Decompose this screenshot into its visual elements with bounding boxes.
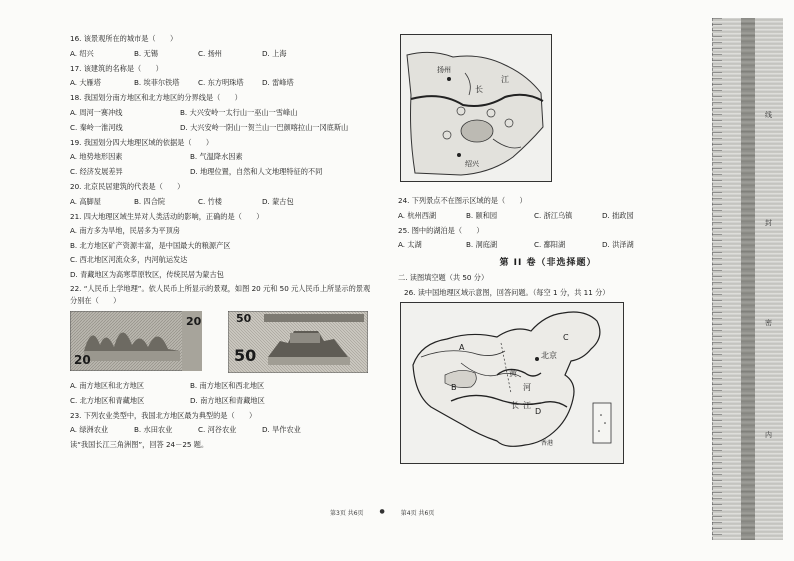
q17-option-c: C. 东方明珠塔	[198, 78, 244, 87]
q22-stem: 22. “人民币上学地理”。依人民币上所显示的景观，如图 20 元和 50 元人民币上所显示的景观	[70, 284, 371, 293]
q22-option-b: B. 南方地区和西北地区	[190, 380, 265, 390]
q21-stem: 21. 四大地理区域生异对人类活动的影响，正确的是（ ）	[70, 211, 264, 221]
q22-options-cd	[70, 396, 370, 406]
q24-option-d: D. 拙政园	[602, 210, 634, 220]
q24-option-c: C. 浙江乌镇	[534, 210, 573, 220]
q25-option-b: B. 洞庭湖	[466, 240, 498, 249]
q21-option-a: A. 南方多为旱地，民居多为平顶房	[70, 226, 180, 235]
map1-label-shaoxing: 绍兴	[465, 160, 479, 168]
footer-page4: 第4页 共6页	[400, 510, 435, 517]
binding-strip	[712, 18, 783, 540]
q25-option-c: C. 鄱阳湖	[534, 240, 566, 249]
binding-char-feng: 封	[765, 219, 772, 227]
china-regions-map	[400, 302, 624, 464]
q20-option-c: C. 竹楼	[198, 196, 222, 206]
q23-stem: 23. 下列农业类型中，我国北方地区最为典型的是（ ）	[70, 410, 257, 420]
q18-option-d: D. 大兴安岭一阴山一贺兰山一巴颜喀拉山一冈底斯山	[180, 122, 349, 132]
q18-option-c: C. 秦岭一淮河线	[70, 122, 123, 132]
binding-char-mi: 密	[765, 319, 772, 327]
q17-options	[70, 78, 370, 88]
q16-option-d: D. 上海	[262, 48, 287, 58]
banknote-images	[70, 311, 370, 373]
q17-option-a: A. 大雁塔	[70, 78, 101, 87]
map1-label-yangzhou: 扬州	[437, 66, 451, 74]
map2-label-jiang: 江	[523, 401, 531, 410]
q20-option-a: A. 高脚屋	[70, 196, 101, 206]
map2-label-beijing: 北京	[541, 351, 557, 360]
q20-options	[70, 197, 370, 207]
map2-label-b: B	[451, 383, 457, 392]
q18-options-ab	[70, 108, 370, 118]
q24-options	[398, 211, 698, 221]
q23-option-a: A. 绿洲农业	[70, 425, 109, 434]
yangtze-delta-map	[400, 34, 552, 182]
footer-page3: 第3页 共6页	[330, 510, 364, 517]
map2-label-hongkong: 香港	[541, 440, 554, 447]
china-regions-map-svg	[401, 303, 623, 463]
banknote-50-value: 50	[234, 345, 257, 365]
banknote-20-value: 20	[74, 352, 91, 367]
q20-option-b: B. 四合院	[134, 196, 166, 206]
q23-option-d: D. 旱作农业	[262, 425, 301, 434]
q16-stem: 16. 该景观所在的城市是（ ）	[70, 34, 178, 43]
map2-label-chang: 长	[511, 401, 519, 410]
left-column	[70, 34, 370, 455]
q22-stem-cont: 分别在（ ）	[70, 296, 121, 305]
q16-option-c: C. 扬州	[198, 48, 222, 58]
q24-option-b: B. 颐和园	[466, 210, 498, 220]
q22-option-a: A. 南方地区和北方地区	[70, 380, 145, 390]
binding-char-xian: 线	[765, 111, 772, 119]
page-footer	[330, 508, 434, 517]
q23-option-b: B. 水田农业	[134, 425, 173, 434]
map2-label-a: A	[459, 343, 465, 352]
q25-stem: 25. 图中的湖泊是（ ）	[398, 225, 484, 235]
q18-option-a: A. 周河一赛冲线	[70, 107, 123, 117]
q25-option-a: A. 太湖	[398, 240, 422, 249]
q19-option-d: D. 地理位置，自然和人文地理特征的不同	[190, 167, 323, 176]
map2-label-he: 河	[523, 383, 531, 392]
q19-stem: 19. 我国划分四大地理区域的依据是（ ）	[70, 137, 214, 147]
map2-label-huang: 黄	[509, 369, 517, 378]
q18-option-b: B. 大兴安岭一太行山一巫山一雪峰山	[180, 107, 298, 117]
q19-option-a: A. 地势地形因素	[70, 152, 123, 161]
footer-dot: ●	[379, 508, 385, 515]
q23-option-c: C. 河谷农业	[198, 425, 237, 434]
q23-options	[70, 425, 370, 435]
q16-option-a: A. 绍兴	[70, 48, 94, 58]
q18-options-cd	[70, 123, 370, 133]
q26-stem: 26. 读中国地理区域示意图，回答问题。（每空 1 分，共 11 分）	[404, 287, 610, 297]
part-title: 二. 读图填空题（共 50 分）	[398, 273, 489, 282]
banknote-20-value-top: 20	[186, 314, 202, 328]
q17-stem: 17. 该建筑的名称是（ ）	[70, 63, 163, 73]
q19-option-b: B. 气温降水因素	[190, 152, 243, 161]
q21-option-d: D. 青藏地区为高寒草原牧区，传统民居为蒙古包	[70, 269, 224, 279]
binding-tick-marks	[712, 18, 722, 540]
banknote-50-image	[228, 311, 368, 373]
q18-stem: 18. 我国划分南方地区和北方地区的分界线是（ ）	[70, 93, 242, 102]
q22-options-ab	[70, 381, 370, 391]
q17-option-b: B. 埃菲尔铁塔	[134, 78, 180, 87]
q22-option-d: D. 南方地区和青藏地区	[190, 395, 265, 405]
banknote-20-image	[70, 311, 202, 371]
q17-option-d: D. 雷峰塔	[262, 78, 294, 87]
binding-texture	[741, 18, 755, 540]
q25-option-d: D. 洪泽湖	[602, 240, 634, 249]
q19-option-c: C. 经济发展差异	[70, 167, 123, 176]
right-column	[398, 34, 698, 464]
reading-instruction: 读“我国长江三角洲图”，回答 24－25 题。	[70, 440, 209, 449]
map2-label-c: C	[563, 333, 569, 342]
section-title: 第 II 卷（非选择题）	[499, 258, 597, 268]
q20-stem: 20. 北京民居建筑的代表是（ ）	[70, 182, 185, 191]
binding-char-nei: 内	[765, 431, 772, 439]
q20-option-d: D. 蒙古包	[262, 196, 294, 206]
map2-label-d: D	[535, 407, 542, 416]
map1-label-chang: 长	[475, 85, 483, 94]
banknote-50-value-top: 50	[236, 311, 252, 325]
q24-option-a: A. 杭州西湖	[398, 210, 437, 220]
q21-option-b: B. 北方地区矿产资源丰富，是中国最大的粮源产区	[70, 240, 231, 250]
q16-option-b: B. 无锡	[134, 48, 158, 58]
q19-options-ab	[70, 152, 370, 162]
q24-stem: 24. 下列景点不在图示区域的是（ ）	[398, 196, 527, 205]
q16-options	[70, 49, 370, 59]
q21-option-c: C. 西北地区河流众多，内河航运发达	[70, 255, 188, 264]
q25-options	[398, 240, 698, 250]
q22-option-c: C. 北方地区和青藏地区	[70, 395, 145, 405]
map1-label-jiang: 江	[501, 75, 509, 84]
q19-options-cd	[70, 167, 370, 177]
